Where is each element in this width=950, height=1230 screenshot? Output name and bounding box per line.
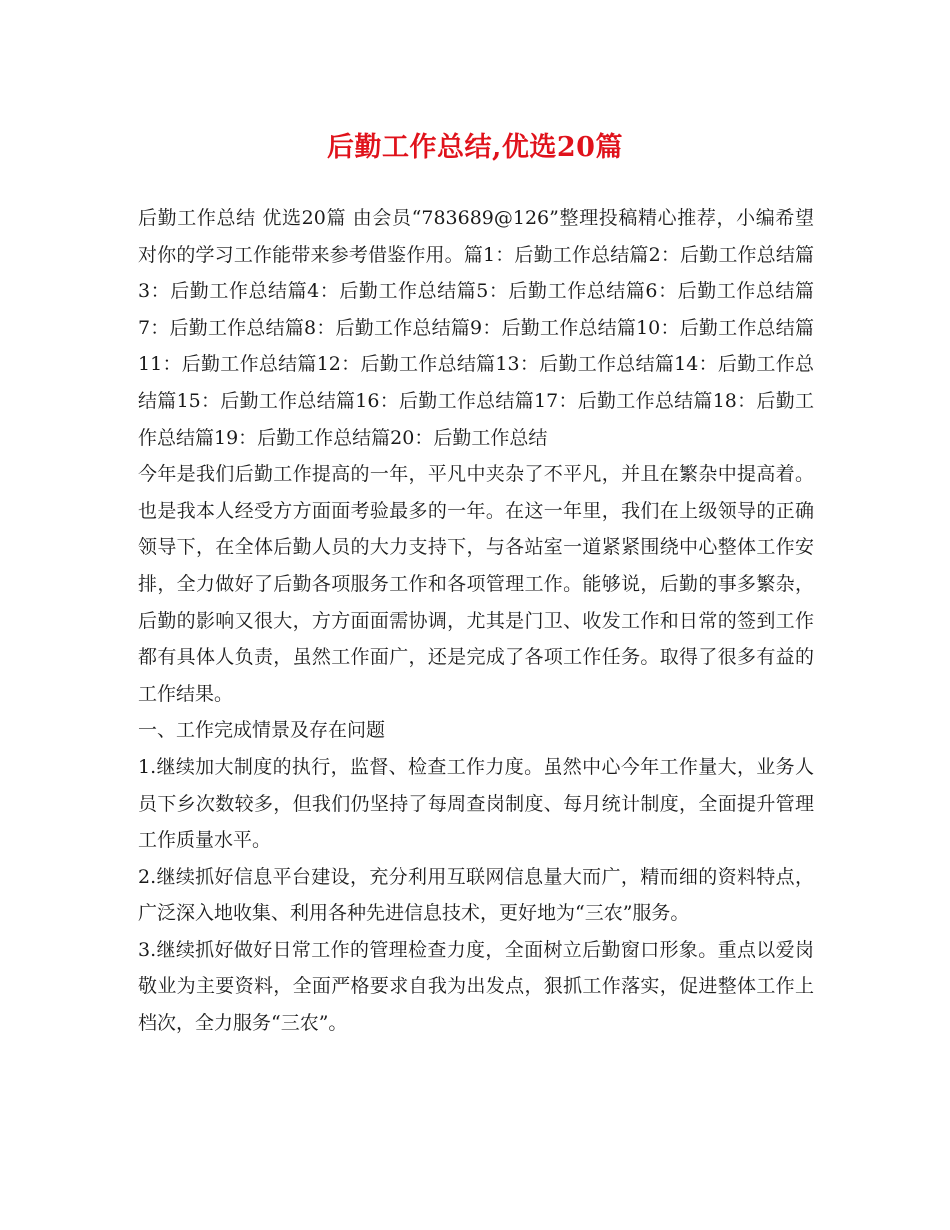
list-item-1: 1.继续加大制度的执行，监督、检查工作力度。虽然中心今年工作量大，业务人员下乡次数较多，但我们仍坚持了每周查岗制度、每月统计制度，全面提升管理工作质量水平。 bbox=[138, 755, 814, 852]
section-heading: 一、工作完成情景及存在问题 bbox=[138, 719, 386, 742]
summary-paragraph: 今年是我们后勤工作提高的一年，平凡中夹杂了不平凡，并且在繁杂中提高着。也是我本人经受方方面面考验最多的一年。在这一年里，我们在上级领导的正确领导下，在全体后勤人员的大力支持下，与各站室一道紧紧围绕中心整体工作安排，全力做好了后勤各项服务工作和各项管理工作。能够说，后勤的事多繁杂，后勤的影响又很大，方方面面需协调，尤其是门卫、收发工作和日常的签到工作都有具体人负责，虽然工作面广，还是完成了各项工作任务。取得了很多有益的工作结果。 bbox=[138, 463, 814, 705]
document-body bbox=[138, 200, 814, 1042]
list-item-3: 3.继续抓好做好日常工作的管理检查力度，全面树立后勤窗口形象。重点以爱岗敬业为主要资料，全面严格要求自我为出发点，狠抓工作落实，促进整体工作上档次，全力服务“三农”。 bbox=[138, 938, 814, 1035]
list-item-2: 2.继续抓好信息平台建设，充分利用互联网信息量大而广，精而细的资料特点，广泛深入地收集、利用各种先进信息技术，更好地为“三农”服务。 bbox=[138, 865, 814, 925]
intro-paragraph: 后勤工作总结 优选20篇 由会员“783689@126”整理投稿精心推荐，小编希望对你的学习工作能带来参考借鉴作用。篇1：后勤工作总结篇2：后勤工作总结篇3：后勤工作总结篇4：后勤工作总结篇5：后勤工作总结篇6：后勤工作总结篇7：后勤工作总结篇8：后勤工作总结篇9：后勤工作总结篇10：后勤工作总结篇11：后勤工作总结篇12：后勤工作总结篇13：后勤工作总结篇14：后勤工作总结篇15：后勤工作总结篇16：后勤工作总结篇17：后勤工作总结篇18：后勤工作总结篇19：后勤工作总结篇20：后勤工作总结 bbox=[138, 207, 814, 449]
document-title: 后勤工作总结,优选20篇 bbox=[327, 132, 623, 163]
